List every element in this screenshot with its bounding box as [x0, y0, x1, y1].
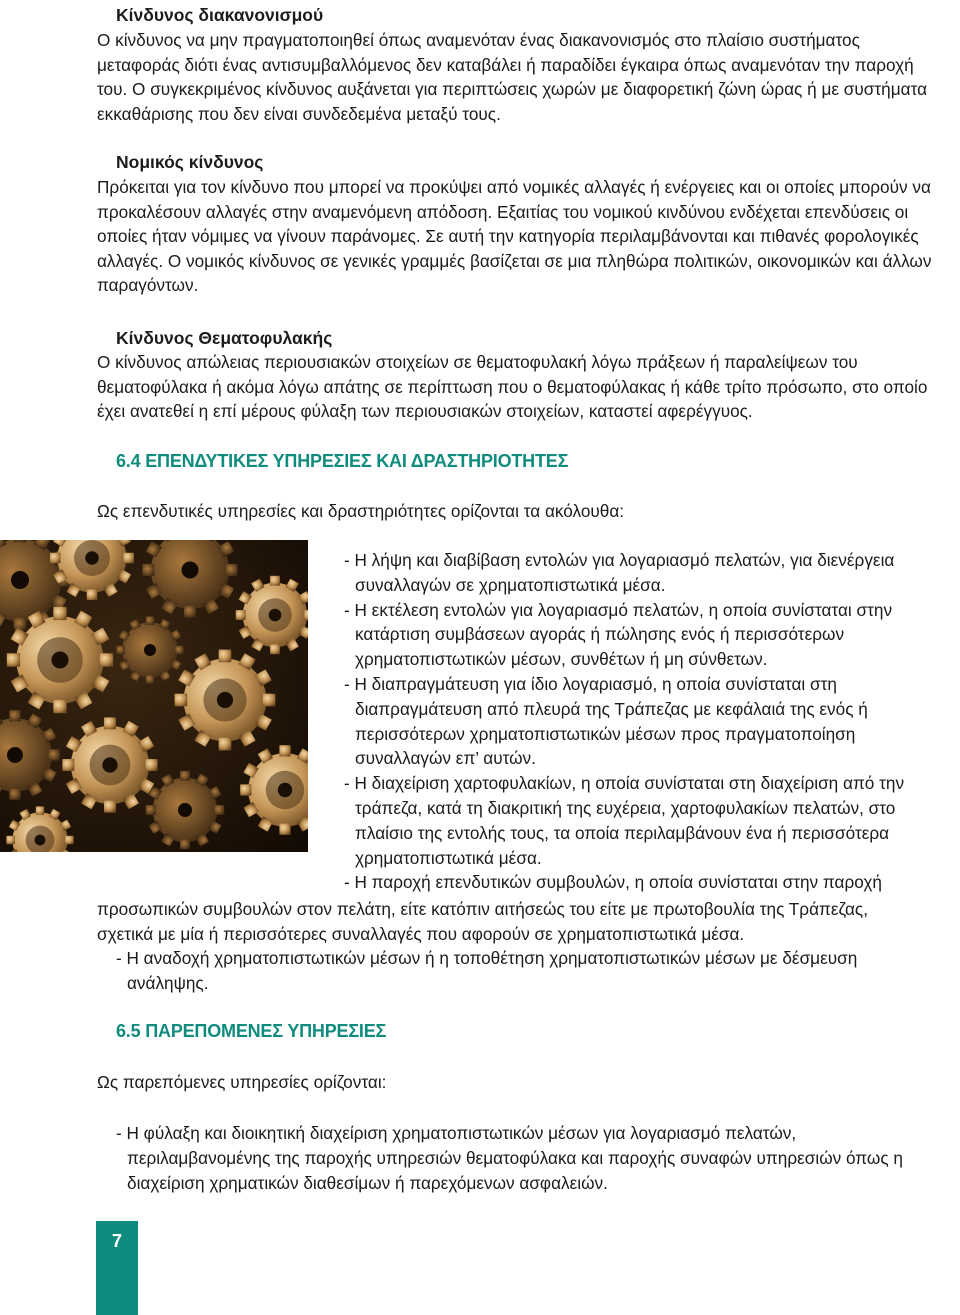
- legal-risk-paragraph: [97, 175, 959, 298]
- custody-risk-paragraph: [97, 350, 959, 424]
- list-item: [344, 771, 944, 870]
- list-item-line: συναλλαγών επ’ αυτών.: [355, 748, 536, 769]
- section-heading-ancillary-services: 6.5 ΠΑΡΕΠΟΜΕΝΕΣ ΥΠΗΡΕΣΙΕΣ: [116, 1021, 387, 1041]
- list-item: [344, 672, 944, 771]
- list-item-line: - Η διαπραγμάτευση για ίδιο λογαριασμό, η οποία συνίσταται στη: [344, 673, 837, 694]
- section-title-settlement-risk: Κίνδυνος διακανονισμού: [116, 5, 324, 25]
- list-item: [344, 598, 944, 672]
- list-item-line: περισσότερων χρηματοπιστωτικών μέσων προς πραγματοποίηση: [355, 723, 856, 744]
- list-item-line: - Η φύλαξη και διοικητική διαχείριση χρηματοπιστωτικών μέσων για λογαριασμό πελατών,: [116, 1123, 797, 1143]
- list-item-line: - Η διαχείριση χαρτοφυλακίων, η οποία συνίσταται στη διαχείριση από την: [344, 773, 905, 794]
- section-title-legal-risk: Νομικός κίνδυνος: [116, 152, 264, 172]
- ancillary-item: [116, 1121, 959, 1195]
- list-item: [344, 870, 944, 895]
- list-item-line: διαχείριση χρηματικών διαθεσίμων ή παρεχόμενων ασφαλειών.: [127, 1172, 608, 1193]
- paragraph-line: Πρόκειται για τον κίνδυνο που μπορεί να προκύψει από νομικές αλλαγές ή ενέργειες και οι οποίες μπορούν να: [97, 177, 931, 197]
- gears-image: [0, 540, 308, 852]
- page-number-bar: [96, 1221, 138, 1315]
- paragraph-line: έχει ανατεθεί η επί μέρους φύλαξη των περιουσιακών στοιχείων, καταστεί αφερέγγυος.: [97, 401, 753, 421]
- paragraph-line: μεταφοράς διότι ένας αντισυμβαλλόμενος δεν καταβάλει ή παραδίδει έγκαιρα όπως αναμενόταν την παροχή: [97, 54, 914, 75]
- list-item-line: πλαίσιο της εντολής τους, τα οποία περιλαμβάνουν ένα ή περισσότερα: [355, 822, 890, 843]
- settlement-risk-paragraph: [97, 28, 959, 126]
- list-item-line: κατάρτιση συμβάσεων αγοράς ή πώλησης ενός ή περισσότερων: [355, 624, 845, 645]
- paragraph-line: του. Ο συγκεκριμένος κίνδυνος αυξάνεται για περιπτώσεις χωρών με διαφορετική ζώνη ώρας ή με συστήματα: [97, 79, 928, 99]
- gears-illustration: [0, 540, 308, 852]
- list-item-line: διαπραγμάτευση από πλευρά της Τράπεζας με κεφάλαιά της ενός ή: [355, 698, 868, 719]
- paragraph-line: εκκαθάρισης που δεν είναι συνδεδεμένα μεταξύ τους.: [97, 103, 501, 124]
- paragraph-line: θεματοφύλακα ή ακόμα λόγω απάτης σε περίπτωση που ο θεματοφύλακας ή κάθε τρίτο πρόσωπο, στο οποίο: [97, 376, 928, 397]
- list-item-line: περιλαμβανομένης της παροχής υπηρεσιών θεματοφύλακα και παροχής συναφών υπηρεσιών όπως η: [127, 1147, 903, 1168]
- list-item-line: χρηματοπιστωτικά μέσα.: [355, 847, 542, 868]
- underwriting-item: [116, 946, 959, 996]
- advice-continuation: [97, 897, 959, 947]
- paragraph-line: οποίες ήταν νόμιμες να γίνουν παράνομες. Σε αυτή την κατηγορία περιλαμβάνονται και πιθανές φορολογικές: [97, 226, 919, 246]
- list-item-line: - Η αναδοχή χρηματοπιστωτικών μέσων ή η τοποθέτηση χρηματοπιστωτικών μέσων με δέσμευση: [116, 948, 858, 968]
- list-item-line: συναλλαγών σε χρηματοπιστωτικά μέσα.: [355, 574, 666, 595]
- list-item-line: - Η λήψη και διαβίβαση εντολών για λογαριασμό πελατών, για διενέργεια: [344, 550, 895, 570]
- section-title-custody-risk: Κίνδυνος Θεματοφυλακής: [116, 328, 333, 348]
- paragraph-line: αλλαγές. Ο νομικός κίνδυνος σε γενικές γραμμές βασίζεται σε μια πληθώρα πολιτικών, οικονομικών και άλλων: [97, 250, 932, 271]
- list-item: [344, 548, 944, 598]
- page-number: 7: [111, 1231, 122, 1251]
- ancillary-intro: Ως παρεπόμενες υπηρεσίες ορίζονται:: [97, 1072, 387, 1092]
- paragraph-line: Ο κίνδυνος απώλειας περιουσιακών στοιχείων σε θεματοφυλακή λόγω πράξεων ή παραλείψεων του: [97, 352, 858, 372]
- section-heading-investment-services: 6.4 ΕΠΕΝΔΥΤΙΚΕΣ ΥΠΗΡΕΣΙΕΣ ΚΑΙ ΔΡΑΣΤΗΡΙΟΤΗΤΕΣ: [116, 451, 569, 471]
- paragraph-line: Ο κίνδυνος να μην πραγματοποιηθεί όπως αναμενόταν ένας διακανονισμός στο πλαίσιο συστήματος: [97, 30, 860, 50]
- paragraph-line: παραγόντων.: [97, 275, 199, 295]
- paragraph-line: σχετικά με μία ή περισσότερες συναλλαγές που αφορούν σε χρηματοπιστωτικά μέσα.: [97, 923, 745, 944]
- paragraph-line: προκαλέσουν αλλαγές στην αναμενόμενη απόδοση. Εξαιτίας του νομικού κινδύνου ενδέχεται επενδύσεις οι: [97, 201, 909, 222]
- investment-services-list: [344, 548, 944, 895]
- list-item-line: - Η εκτέλεση εντολών για λογαριασμό πελατών, η οποία συνίσταται στην: [344, 599, 893, 620]
- list-item-line: ανάληψης.: [127, 972, 209, 993]
- list-item-line: τράπεζα, κατά τη διακριτική της ευχέρεια, χαρτοφυλακίων πελατών, στο: [355, 797, 896, 818]
- list-item-line: - Η παροχή επενδυτικών συμβουλών, η οποία συνίσταται στην παροχή: [344, 872, 882, 893]
- investment-intro: Ως επενδυτικές υπηρεσίες και δραστηριότητες ορίζονται τα ακόλουθα:: [97, 501, 625, 521]
- list-item-line: χρηματοπιστωτικών μέσων, συνθέτων ή μη σύνθετων.: [355, 649, 768, 670]
- paragraph-line: προσωπικών συμβουλών στον πελάτη, είτε κατόπιν αιτήσεώς του είτε με πρωτοβουλία της Τράπεζας,: [97, 899, 868, 919]
